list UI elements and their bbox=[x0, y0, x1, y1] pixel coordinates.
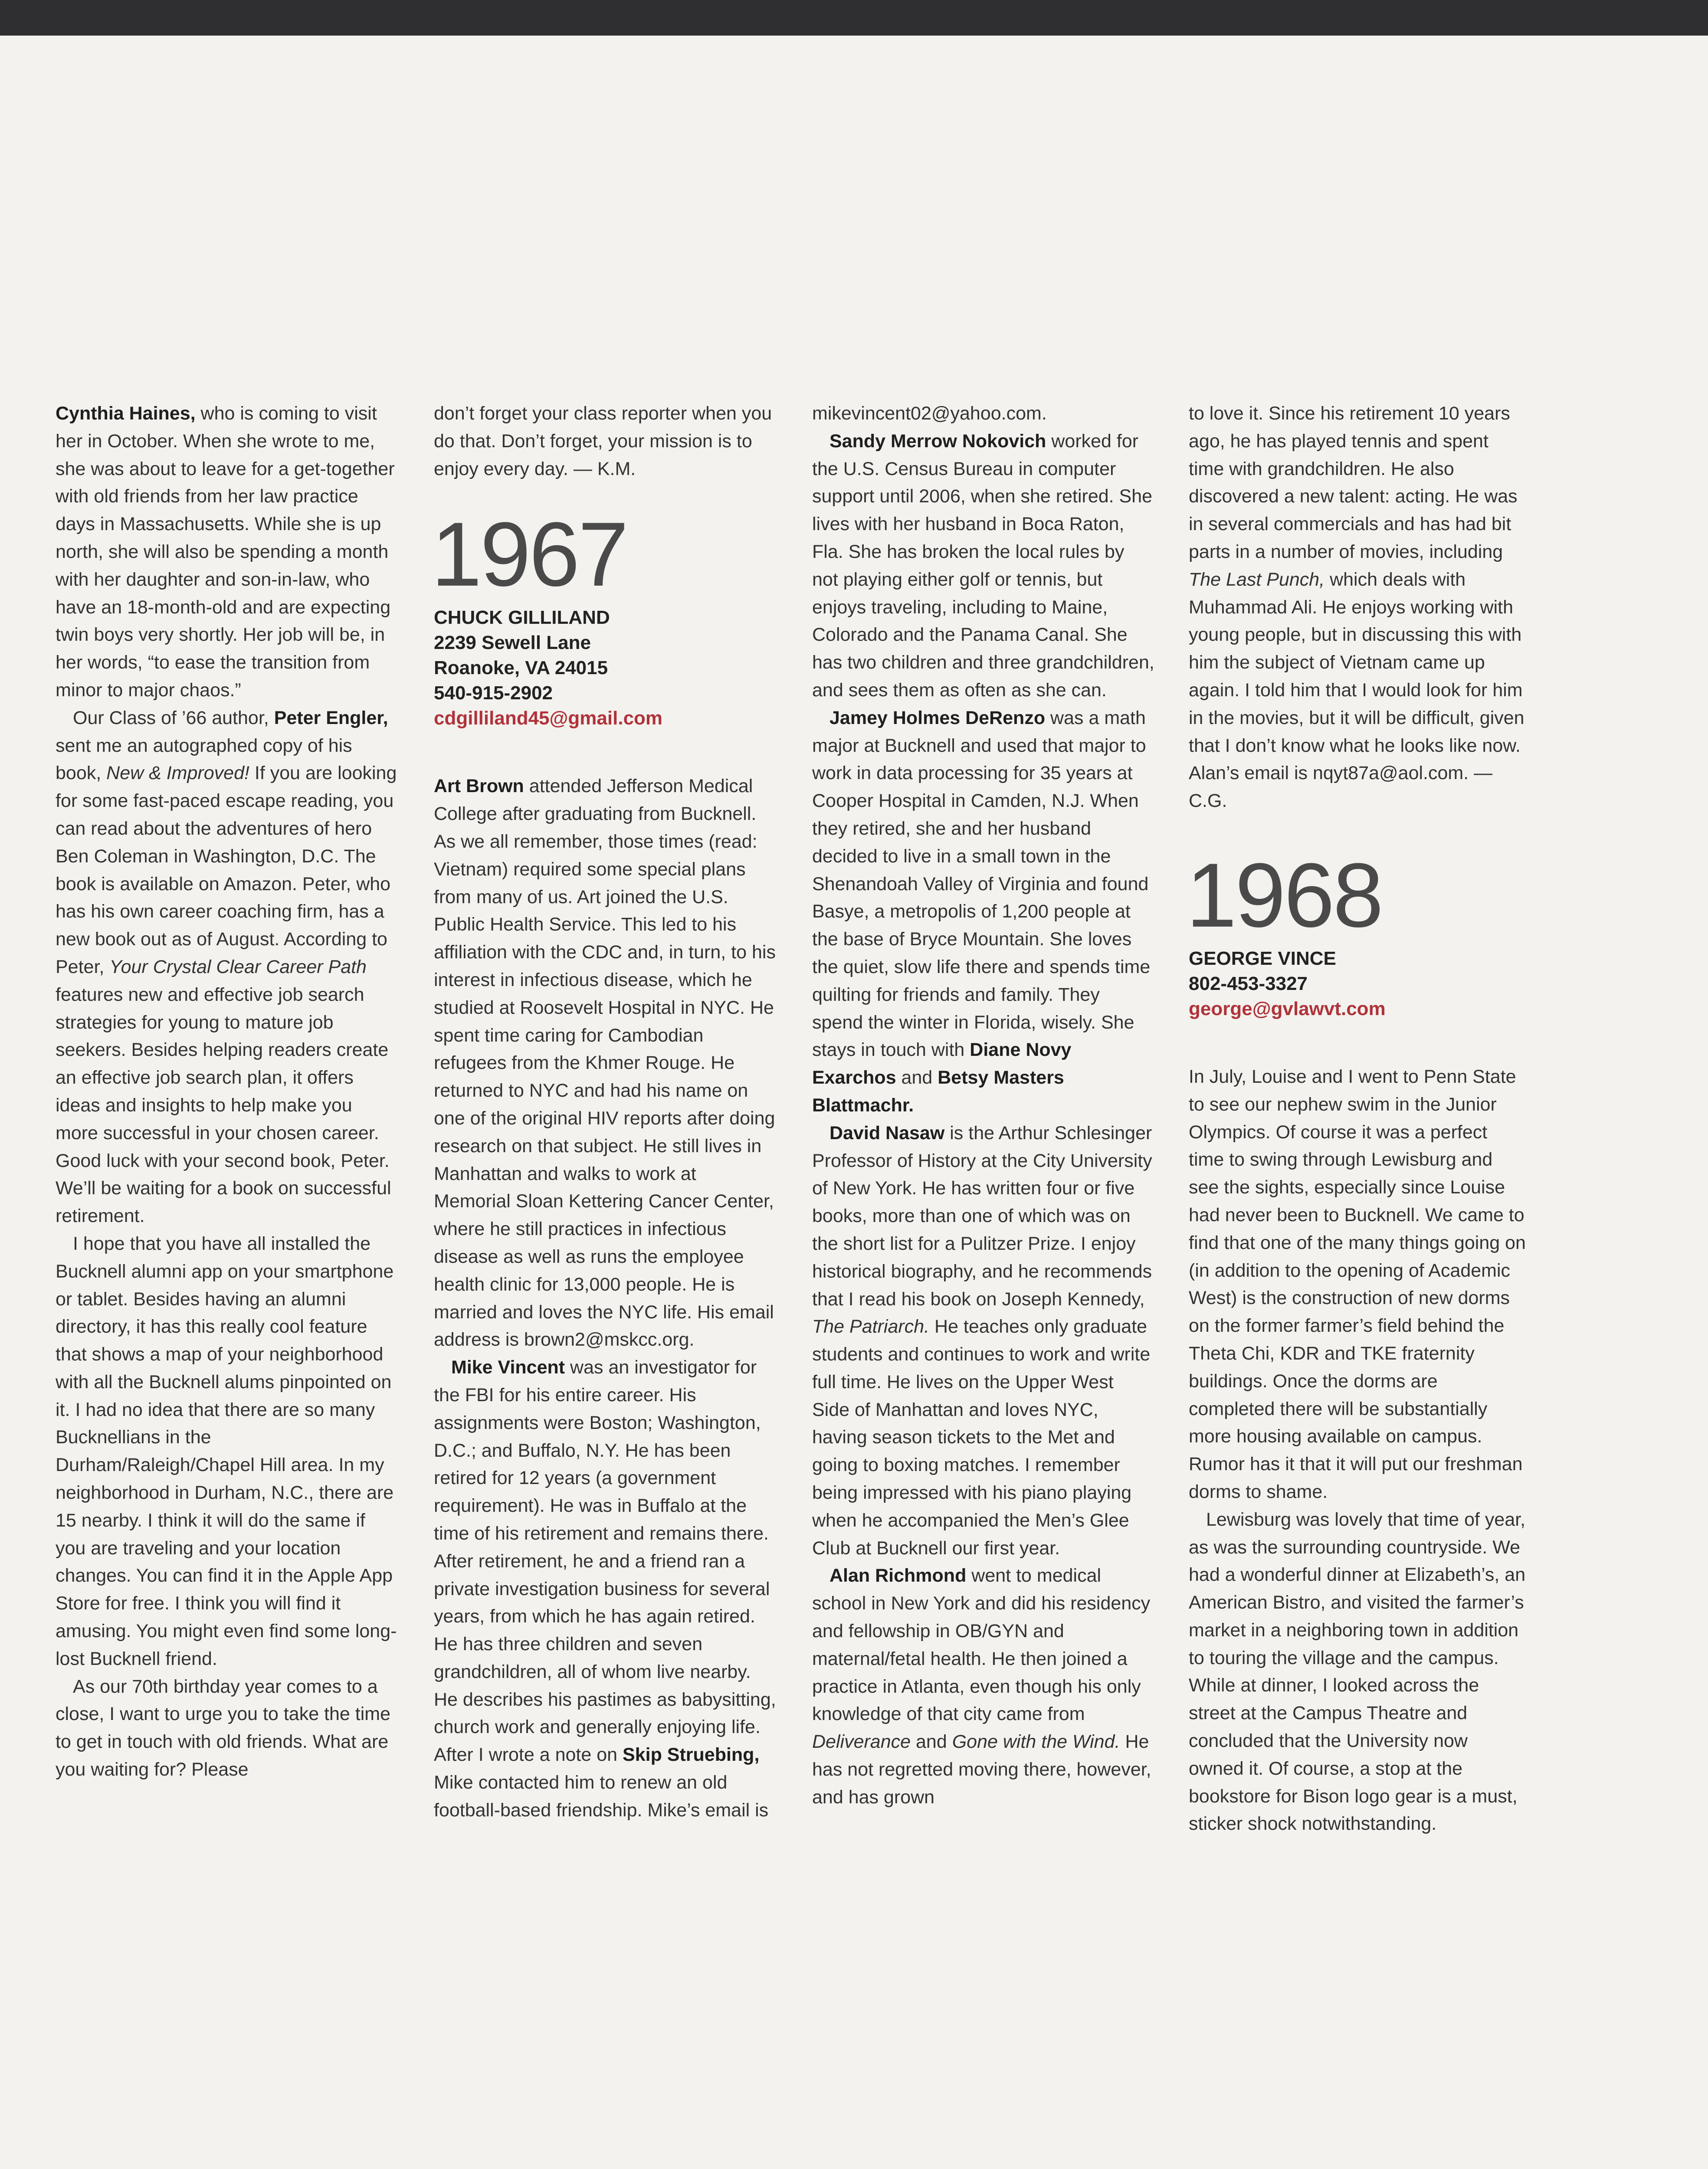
book-title: Gone with the Wind. bbox=[952, 1731, 1120, 1753]
person-name: David Nasaw bbox=[829, 1122, 945, 1143]
reporter-name: GEORGE VINCE bbox=[1189, 947, 1336, 969]
paragraph: I hope that you have all installed the Bucknell alumni app on your smartphone or tablet. Besides having an alumni directory, it has this really cool feature that shows a map of your neighborhood with all the Bucknell alums pinpointed on it. I had no idea that there are so many Bucknellians in the Durham/Raleigh/Chapel Hill area. In my neighborhood in Durham, N.C., there are 15 nearby. I think it will do the same if you are traveling and your location changes. You can find it in the Apple App Store for free. I think you will find it amusing. You might even find some long-lost Bucknell friend. bbox=[56, 1233, 397, 1669]
class-reporter-info bbox=[434, 605, 777, 731]
person-name: Mike Vincent bbox=[451, 1357, 565, 1378]
paragraph: David Nasaw is the Arthur Schlesinger Professor of History at the City University of New York. He has written four or five books, more than one of which was on the short list for a Pulitzer Prize. I enjoy historical biography, and he recommends that I read his book on Joseph Kennedy, The Patriarch. He teaches only graduate students and continues to work and write full time. He lives on the Upper West Side of Manhattan and loves NYC, having season tickets to the Met and going to boxing matches. I remember being impressed with his piano playing when he accompanied the Men’s Glee Club at Bucknell our first year. bbox=[812, 1122, 1152, 1559]
magazine-page bbox=[0, 36, 1708, 2169]
paragraph: mikevincent02@yahoo.com. bbox=[812, 403, 1047, 424]
book-title: New & Improved! bbox=[106, 763, 249, 784]
paragraph: Sandy Merrow Nokovich worked for the U.S. Census Bureau in computer support until 2006, when she retired. She lives with her husband in Boca Raton, Fla. She has broken the local rules by not playing either golf or tennis, but enjoys traveling, including to Maine, Colorado and the Panama Canal. She has two children and three grandchildren, and sees them as often as she can. bbox=[812, 430, 1154, 701]
paragraph: As our 70th birthday year comes to a close, I want to urge you to take the time to get in touch with old friends. What are you waiting for? Please bbox=[56, 1676, 391, 1780]
paragraph: In July, Louise and I went to Penn State to see our nephew swim in the Junior Olympics. Of course it was a perfect time to swing through Lewisburg and see the sights, especially since Louise had never been to Bucknell. We came to find that one of the many things going on (in addition to the opening of Academic West) is the construction of new dorms on the former farmer’s field behind the Theta Chi, KDR and TKE fraternity buildings. Once the dorms are completed there will be substantially more housing available on campus. Rumor has it that it will put our freshman dorms to shame. bbox=[1189, 1066, 1526, 1502]
person-name: Diane Novy Exarchos bbox=[812, 1039, 1072, 1088]
person-name: Betsy Masters Blattmachr. bbox=[812, 1067, 1064, 1116]
person-name: Alan Richmond bbox=[829, 1565, 967, 1586]
column-4 bbox=[1186, 400, 1527, 1838]
class-reporter-info bbox=[1189, 946, 1527, 1022]
paragraph: Art Brown attended Jefferson Medical College after graduating from Bucknell. As we all remember, those times (read: Vietnam) required some special plans from many of us. Art joined the U.S. Public Health Service. This led to his affiliation with the CDC and, in turn, to his interest in infectious disease, which he studied at Roosevelt Hospital in NYC. He spent time caring for Cambodian refugees from the Khmer Rouge. He returned to NYC and had his name on one of the original HIV reports after doing research on that subject. He still lives in Manhattan and walks to work at Memorial Sloan Kettering Cancer Center, where he still practices in infectious disease as well as runs the employee health clinic for 13,000 people. He is married and loves the NYC life. His email address is brown2@mskcc.org. bbox=[434, 776, 776, 1350]
paragraph: Alan Richmond went to medical school in New York and did his residency and fellowship in OB/GYN and maternal/fetal health. He then joined a practice in Atlanta, even though his only knowledge of that city came from Deliverance and Gone with the Wind. He has not regretted moving there, however, and has grown bbox=[812, 1565, 1151, 1808]
paragraph: to love it. Since his retirement 10 years ago, he has played tennis and spent time with grandchildren. He also discovered a new talent: acting. He was in several commercials and has had bit parts in a number of movies, including The Last Punch, which deals with Muhammad Ali. He enjoys working with young people, but in discussing this with him the subject of Vietnam came up again. I told him that I would look for him in the movies, but it will be difficult, given that I don’t know what he looks like now. Alan’s email is nqyt87a@aol.com. — C.G. bbox=[1189, 403, 1524, 812]
column-1 bbox=[56, 400, 398, 1784]
paragraph: Cynthia Haines, who is coming to visit her in October. When she wrote to me, she was about to leave for a get-together with old friends from her law practice days in Massachusetts. While she is up north, she will also be spending a month with her daughter and son-in-law, who have an 18-month-old and are expecting twin boys very shortly. Her job will be, in her words, “to ease the transition from minor to major chaos.” bbox=[56, 403, 395, 701]
reporter-street: 2239 Sewell Lane bbox=[434, 632, 591, 654]
paragraph: don’t forget your class reporter when you do that. Don’t forget, your mission is to enjoy every day. — K.M. bbox=[434, 403, 772, 479]
column-3 bbox=[812, 400, 1155, 1812]
person-name: Jamey Holmes DeRenzo bbox=[829, 707, 1046, 728]
paragraph: Mike Vincent was an investigator for the FBI for his entire career. His assignments were Boston; Washington, D.C.; and Buffalo, N.Y. He has been retired for 12 years (a government requirement). He was in Buffalo at the time of his retirement and remains there. After retirement, he and a friend ran a private investigation business for several years, from which he has again retired. He has three children and seven grandchildren, all of whom live nearby. He describes his pastimes as babysitting, church work and generally enjoying life. After I wrote a note on Skip Struebing, Mike contacted him to renew an old football-based friendship. Mike’s email is bbox=[434, 1357, 776, 1821]
movie-title: The Last Punch, bbox=[1189, 569, 1325, 590]
reporter-city: Roanoke, VA 24015 bbox=[434, 657, 608, 679]
reporter-email-link[interactable]: cdgilliland45@gmail.com bbox=[434, 708, 663, 729]
paragraph: Jamey Holmes DeRenzo was a math major at Bucknell and used that major to work in data processing for 35 years at Cooper Hospital in Camden, N.J. When they retired, she and her husband decided to live in a small town in the Shenandoah Valley of Virginia and found Basye, a metropolis of 1,200 people at the base of Bryce Mountain. She loves the quiet, slow life there and spends time quilting for friends and family. They spend the winter in Florida, wisely. She stays in touch with Diane Novy Exarchos and Betsy Masters Blattmachr. bbox=[812, 707, 1151, 1116]
person-name: Skip Struebing, bbox=[623, 1744, 760, 1766]
paragraph: Lewisburg was lovely that time of year, as was the surrounding countryside. We had a wonderful dinner at Elizabeth’s, an American Bistro, and visited the farmer’s market in a neighboring town in addition to touring the village and the campus. While at dinner, I looked across the street at the Campus Theatre and concluded that the University now owned it. Of course, a stop at the bookstore for Bison logo gear is a must, sticker shock notwithstanding. bbox=[1189, 1509, 1526, 1835]
column-2 bbox=[431, 400, 777, 1825]
reporter-email-link[interactable]: george@gvlawvt.com bbox=[1189, 998, 1386, 1019]
person-name: Sandy Merrow Nokovich bbox=[829, 430, 1046, 452]
class-year-heading: 1968 bbox=[1186, 844, 1382, 946]
person-name: Cynthia Haines, bbox=[56, 403, 196, 424]
book-title: The Patriarch. bbox=[812, 1316, 930, 1337]
person-name: Art Brown bbox=[434, 776, 524, 797]
reporter-name: CHUCK GILLILAND bbox=[434, 607, 610, 629]
class-year-heading: 1967 bbox=[431, 503, 627, 606]
paragraph: Our Class of ’66 author, Peter Engler, sent me an autographed copy of his book, New & Improved! If you are looking for some fast-paced escape reading, you can read about the adventures of hero Ben Coleman in Washington, D.C. The book is available on Amazon. Peter, who has his own career coaching firm, has a new book out as of August. According to Peter, Your Crystal Clear Career Path features new and effective job search strategies for young to mature job seekers. Besides helping readers create an effective job search plan, it offers ideas and insights to help make you more successful in your chosen career. Good luck with your second book, Peter. We’ll be waiting for a book on successful retirement. bbox=[56, 707, 397, 1227]
book-title: Your Crystal Clear Career Path bbox=[109, 956, 367, 977]
book-title: Deliverance bbox=[812, 1731, 911, 1753]
person-name: Peter Engler, bbox=[274, 707, 388, 728]
reporter-phone: 540-915-2902 bbox=[434, 682, 553, 704]
reporter-phone: 802-453-3327 bbox=[1189, 973, 1308, 994]
